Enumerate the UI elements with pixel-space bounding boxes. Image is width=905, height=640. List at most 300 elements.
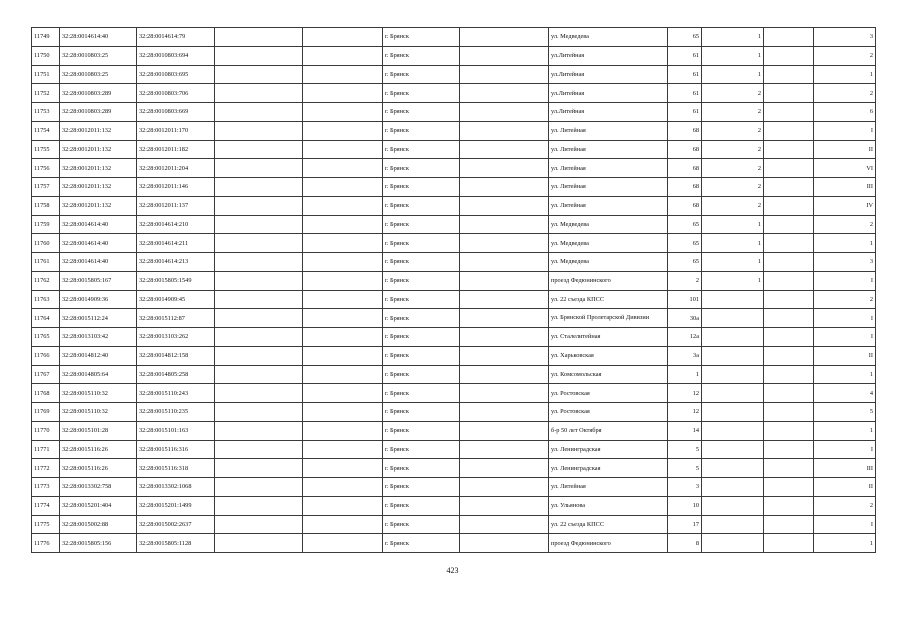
record-number-cell: 11776 (32, 534, 60, 553)
record-number-cell: 11755 (32, 140, 60, 159)
record-number-cell: 11751 (32, 65, 60, 84)
floor-cell: 2 (702, 196, 764, 215)
city-cell: г. Брянск (383, 234, 460, 253)
empty-cell (215, 478, 303, 497)
empty-cell (460, 440, 549, 459)
empty-cell (460, 403, 549, 422)
object-cadastral-number-cell: 32:28:0014909:45 (137, 290, 215, 309)
record-number-cell: 11762 (32, 271, 60, 290)
land-cadastral-number-cell: 32:28:0015110:32 (60, 403, 137, 422)
record-number-cell: 11764 (32, 309, 60, 328)
floor-cell (702, 365, 764, 384)
empty-cell (460, 121, 549, 140)
empty-cell (303, 496, 383, 515)
empty-cell (764, 46, 814, 65)
land-cadastral-number-cell: 32:28:0014614:40 (60, 234, 137, 253)
street-cell: ул. Медведева (549, 253, 668, 272)
street-cell: ул. Медведева (549, 234, 668, 253)
house-number-cell: 68 (668, 196, 702, 215)
record-number-cell: 11759 (32, 215, 60, 234)
table-row (32, 121, 876, 140)
street-cell: ул. Брянской Пролетарской Дивизии (549, 309, 668, 328)
empty-cell (215, 215, 303, 234)
floor-cell: 1 (702, 271, 764, 290)
premises-number-cell: 3 (814, 28, 876, 47)
city-cell: г. Брянск (383, 478, 460, 497)
empty-cell (460, 46, 549, 65)
object-cadastral-number-cell: 32:28:0013103:262 (137, 328, 215, 347)
empty-cell (460, 309, 549, 328)
empty-cell (460, 196, 549, 215)
empty-cell (215, 440, 303, 459)
premises-number-cell: II (814, 140, 876, 159)
empty-cell (460, 328, 549, 347)
record-number-cell: 11760 (32, 234, 60, 253)
record-number-cell: 11752 (32, 84, 60, 103)
land-cadastral-number-cell: 32:28:0012011:132 (60, 196, 137, 215)
floor-cell (702, 440, 764, 459)
city-cell: г. Брянск (383, 459, 460, 478)
empty-cell (460, 103, 549, 122)
street-cell: ул. Литейная (549, 121, 668, 140)
empty-cell (764, 290, 814, 309)
street-cell: ул. 22 съезда КПСС (549, 515, 668, 534)
premises-number-cell: 1 (814, 534, 876, 553)
table-row (32, 534, 876, 553)
table-row (32, 159, 876, 178)
premises-number-cell: 1 (814, 365, 876, 384)
empty-cell (303, 103, 383, 122)
empty-cell (764, 196, 814, 215)
empty-cell (460, 346, 549, 365)
object-cadastral-number-cell: 32:28:0013302:1068 (137, 478, 215, 497)
empty-cell (460, 84, 549, 103)
street-cell: ул. Ульянова (549, 496, 668, 515)
street-cell: ул.Литейная (549, 65, 668, 84)
premises-number-cell: I (814, 271, 876, 290)
empty-cell (303, 215, 383, 234)
premises-number-cell: II (814, 346, 876, 365)
object-cadastral-number-cell: 32:28:0014812:158 (137, 346, 215, 365)
record-number-cell: 11771 (32, 440, 60, 459)
object-cadastral-number-cell: 32:28:0012011:170 (137, 121, 215, 140)
street-cell: ул. Ростовская (549, 384, 668, 403)
premises-number-cell: VI (814, 159, 876, 178)
street-cell: ул.Литейная (549, 84, 668, 103)
street-cell: проезд Федюнинского (549, 534, 668, 553)
house-number-cell: 61 (668, 46, 702, 65)
table-row (32, 234, 876, 253)
house-number-cell: 10 (668, 496, 702, 515)
record-number-cell: 11763 (32, 290, 60, 309)
record-number-cell: 11749 (32, 28, 60, 47)
floor-cell: 2 (702, 159, 764, 178)
floor-cell (702, 459, 764, 478)
empty-cell (215, 271, 303, 290)
empty-cell (764, 140, 814, 159)
empty-cell (215, 140, 303, 159)
object-cadastral-number-cell: 32:28:0014614:211 (137, 234, 215, 253)
city-cell: г. Брянск (383, 121, 460, 140)
street-cell: проезд Федюнинского (549, 271, 668, 290)
city-cell: г. Брянск (383, 46, 460, 65)
object-cadastral-number-cell: 32:28:0015116:316 (137, 440, 215, 459)
floor-cell (702, 496, 764, 515)
house-number-cell: 17 (668, 515, 702, 534)
floor-cell: 1 (702, 46, 764, 65)
empty-cell (303, 309, 383, 328)
house-number-cell: 3 (668, 478, 702, 497)
land-cadastral-number-cell: 32:28:0015110:32 (60, 384, 137, 403)
object-cadastral-number-cell: 32:28:0015112:87 (137, 309, 215, 328)
table-row (32, 46, 876, 65)
empty-cell (303, 534, 383, 553)
object-cadastral-number-cell: 32:28:0015002:2637 (137, 515, 215, 534)
city-cell: г. Брянск (383, 346, 460, 365)
record-number-cell: 11767 (32, 365, 60, 384)
land-cadastral-number-cell: 32:28:0010803:289 (60, 84, 137, 103)
empty-cell (215, 346, 303, 365)
floor-cell: 1 (702, 28, 764, 47)
house-number-cell: 68 (668, 159, 702, 178)
empty-cell (303, 384, 383, 403)
empty-cell (460, 421, 549, 440)
object-cadastral-number-cell: 32:28:0012011:146 (137, 178, 215, 197)
empty-cell (303, 253, 383, 272)
premises-number-cell: 2 (814, 215, 876, 234)
house-number-cell: 5 (668, 440, 702, 459)
object-cadastral-number-cell: 32:28:0014614:79 (137, 28, 215, 47)
house-number-cell: 65 (668, 234, 702, 253)
empty-cell (764, 121, 814, 140)
empty-cell (303, 403, 383, 422)
empty-cell (303, 28, 383, 47)
floor-cell: 1 (702, 234, 764, 253)
empty-cell (764, 215, 814, 234)
street-cell: ул. 22 съезда КПСС (549, 290, 668, 309)
city-cell: г. Брянск (383, 65, 460, 84)
empty-cell (215, 309, 303, 328)
house-number-cell: 8 (668, 534, 702, 553)
empty-cell (460, 271, 549, 290)
empty-cell (215, 234, 303, 253)
premises-number-cell: 2 (814, 290, 876, 309)
object-cadastral-number-cell: 32:28:0014805:258 (137, 365, 215, 384)
table-row (32, 103, 876, 122)
table-row (32, 28, 876, 47)
record-number-cell: 11770 (32, 421, 60, 440)
city-cell: г. Брянск (383, 421, 460, 440)
land-cadastral-number-cell: 32:28:0014909:36 (60, 290, 137, 309)
record-number-cell: 11756 (32, 159, 60, 178)
land-cadastral-number-cell: 32:28:0014614:40 (60, 28, 137, 47)
city-cell: г. Брянск (383, 28, 460, 47)
table-row (32, 196, 876, 215)
floor-cell (702, 403, 764, 422)
registry-table (31, 27, 876, 553)
empty-cell (460, 534, 549, 553)
premises-number-cell: III (814, 178, 876, 197)
land-cadastral-number-cell: 32:28:0014805:64 (60, 365, 137, 384)
house-number-cell: 68 (668, 178, 702, 197)
premises-number-cell: 2 (814, 496, 876, 515)
empty-cell (764, 103, 814, 122)
land-cadastral-number-cell: 32:28:0015101:28 (60, 421, 137, 440)
floor-cell (702, 515, 764, 534)
floor-cell: 2 (702, 140, 764, 159)
city-cell: г. Брянск (383, 159, 460, 178)
empty-cell (460, 65, 549, 84)
empty-cell (303, 515, 383, 534)
empty-cell (764, 159, 814, 178)
registry-table-body (32, 28, 876, 553)
object-cadastral-number-cell: 32:28:0015116:318 (137, 459, 215, 478)
empty-cell (764, 365, 814, 384)
premises-number-cell: I (814, 309, 876, 328)
house-number-cell: 12а (668, 328, 702, 347)
floor-cell (702, 384, 764, 403)
street-cell: ул. Комсомольская (549, 365, 668, 384)
empty-cell (303, 196, 383, 215)
empty-cell (215, 253, 303, 272)
empty-cell (764, 346, 814, 365)
floor-cell (702, 534, 764, 553)
table-row (32, 140, 876, 159)
record-number-cell: 11769 (32, 403, 60, 422)
street-cell: ул. Литейная (549, 196, 668, 215)
land-cadastral-number-cell: 32:28:0015805:167 (60, 271, 137, 290)
premises-number-cell: 1 (814, 65, 876, 84)
record-number-cell: 11757 (32, 178, 60, 197)
land-cadastral-number-cell: 32:28:0015002:88 (60, 515, 137, 534)
premises-number-cell: 5 (814, 403, 876, 422)
empty-cell (303, 84, 383, 103)
record-number-cell: 11750 (32, 46, 60, 65)
floor-cell: 2 (702, 121, 764, 140)
land-cadastral-number-cell: 32:28:0013103:42 (60, 328, 137, 347)
city-cell: г. Брянск (383, 215, 460, 234)
empty-cell (215, 534, 303, 553)
house-number-cell: 1 (668, 365, 702, 384)
empty-cell (460, 478, 549, 497)
floor-cell (702, 421, 764, 440)
table-row (32, 84, 876, 103)
street-cell: ул.Литейная (549, 103, 668, 122)
premises-number-cell: I (814, 121, 876, 140)
house-number-cell: 61 (668, 103, 702, 122)
empty-cell (215, 403, 303, 422)
house-number-cell: 14 (668, 421, 702, 440)
street-cell: ул. Медведева (549, 215, 668, 234)
empty-cell (303, 234, 383, 253)
empty-cell (764, 65, 814, 84)
record-number-cell: 11775 (32, 515, 60, 534)
city-cell: г. Брянск (383, 328, 460, 347)
record-number-cell: 11754 (32, 121, 60, 140)
empty-cell (764, 440, 814, 459)
record-number-cell: 11766 (32, 346, 60, 365)
empty-cell (764, 309, 814, 328)
city-cell: г. Брянск (383, 271, 460, 290)
city-cell: г. Брянск (383, 84, 460, 103)
table-row (32, 365, 876, 384)
street-cell: ул. Медведева (549, 28, 668, 47)
table-row (32, 65, 876, 84)
floor-cell: 2 (702, 84, 764, 103)
premises-number-cell: I (814, 515, 876, 534)
house-number-cell: 65 (668, 215, 702, 234)
street-cell: ул. Сталелитейная (549, 328, 668, 347)
floor-cell: 2 (702, 178, 764, 197)
house-number-cell: 5 (668, 459, 702, 478)
table-row (32, 403, 876, 422)
land-cadastral-number-cell: 32:28:0014614:40 (60, 253, 137, 272)
city-cell: г. Брянск (383, 140, 460, 159)
empty-cell (215, 178, 303, 197)
empty-cell (303, 46, 383, 65)
premises-number-cell: 2 (814, 46, 876, 65)
premises-number-cell: 1 (814, 421, 876, 440)
empty-cell (215, 421, 303, 440)
city-cell: г. Брянск (383, 253, 460, 272)
land-cadastral-number-cell: 32:28:0012011:132 (60, 159, 137, 178)
premises-number-cell: 6 (814, 103, 876, 122)
land-cadastral-number-cell: 32:28:0014614:40 (60, 215, 137, 234)
empty-cell (215, 84, 303, 103)
street-cell: ул. Литейная (549, 178, 668, 197)
empty-cell (764, 534, 814, 553)
land-cadastral-number-cell: 32:28:0010803:25 (60, 65, 137, 84)
object-cadastral-number-cell: 32:28:0014614:213 (137, 253, 215, 272)
premises-number-cell: I (814, 440, 876, 459)
empty-cell (215, 459, 303, 478)
empty-cell (764, 421, 814, 440)
empty-cell (460, 215, 549, 234)
land-cadastral-number-cell: 32:28:0012011:132 (60, 121, 137, 140)
table-row (32, 515, 876, 534)
empty-cell (764, 271, 814, 290)
city-cell: г. Брянск (383, 515, 460, 534)
empty-cell (215, 515, 303, 534)
table-row (32, 271, 876, 290)
premises-number-cell: 1 (814, 234, 876, 253)
street-cell: ул. Ленинградская (549, 459, 668, 478)
empty-cell (764, 384, 814, 403)
empty-cell (764, 328, 814, 347)
object-cadastral-number-cell: 32:28:0010803:706 (137, 84, 215, 103)
empty-cell (215, 103, 303, 122)
empty-cell (215, 65, 303, 84)
table-row (32, 459, 876, 478)
house-number-cell: 68 (668, 140, 702, 159)
street-cell: ул. Ростовская (549, 403, 668, 422)
empty-cell (303, 271, 383, 290)
city-cell: г. Брянск (383, 440, 460, 459)
empty-cell (460, 178, 549, 197)
object-cadastral-number-cell: 32:28:0015110:243 (137, 384, 215, 403)
land-cadastral-number-cell: 32:28:0015116:26 (60, 459, 137, 478)
empty-cell (764, 84, 814, 103)
empty-cell (764, 403, 814, 422)
city-cell: г. Брянск (383, 365, 460, 384)
street-cell: ул. Харьковская (549, 346, 668, 365)
empty-cell (303, 159, 383, 178)
object-cadastral-number-cell: 32:28:0012011:182 (137, 140, 215, 159)
city-cell: г. Брянск (383, 196, 460, 215)
city-cell: г. Брянск (383, 290, 460, 309)
house-number-cell: 12 (668, 384, 702, 403)
street-cell: ул. Литейная (549, 140, 668, 159)
land-cadastral-number-cell: 32:28:0012011:132 (60, 178, 137, 197)
table-row (32, 178, 876, 197)
street-cell: ул. Ленинградская (549, 440, 668, 459)
empty-cell (764, 478, 814, 497)
table-row (32, 496, 876, 515)
record-number-cell: 11761 (32, 253, 60, 272)
land-cadastral-number-cell: 32:28:0015805:156 (60, 534, 137, 553)
table-row (32, 440, 876, 459)
empty-cell (460, 365, 549, 384)
empty-cell (215, 290, 303, 309)
table-row (32, 421, 876, 440)
empty-cell (303, 140, 383, 159)
table-row (32, 346, 876, 365)
empty-cell (303, 459, 383, 478)
floor-cell: 1 (702, 65, 764, 84)
empty-cell (764, 234, 814, 253)
object-cadastral-number-cell: 32:28:0014614:210 (137, 215, 215, 234)
empty-cell (303, 421, 383, 440)
floor-cell (702, 478, 764, 497)
city-cell: г. Брянск (383, 403, 460, 422)
land-cadastral-number-cell: 32:28:0015116:26 (60, 440, 137, 459)
floor-cell (702, 328, 764, 347)
floor-cell: 1 (702, 253, 764, 272)
house-number-cell: 2 (668, 271, 702, 290)
object-cadastral-number-cell: 32:28:0010803:694 (137, 46, 215, 65)
object-cadastral-number-cell: 32:28:0015110:235 (137, 403, 215, 422)
land-cadastral-number-cell: 32:28:0015201:404 (60, 496, 137, 515)
empty-cell (460, 253, 549, 272)
empty-cell (215, 328, 303, 347)
object-cadastral-number-cell: 32:28:0012011:204 (137, 159, 215, 178)
empty-cell (303, 290, 383, 309)
empty-cell (215, 384, 303, 403)
empty-cell (460, 290, 549, 309)
street-cell: ул.Литейная (549, 46, 668, 65)
object-cadastral-number-cell: 32:28:0010803:695 (137, 65, 215, 84)
record-number-cell: 11758 (32, 196, 60, 215)
house-number-cell: 61 (668, 65, 702, 84)
floor-cell: 1 (702, 215, 764, 234)
city-cell: г. Брянск (383, 496, 460, 515)
floor-cell: 2 (702, 103, 764, 122)
empty-cell (764, 459, 814, 478)
house-number-cell: 12 (668, 403, 702, 422)
table-row (32, 215, 876, 234)
street-cell: ул. Литейная (549, 478, 668, 497)
city-cell: г. Брянск (383, 534, 460, 553)
empty-cell (764, 496, 814, 515)
premises-number-cell: II (814, 478, 876, 497)
street-cell: б-р 50 лет Октября (549, 421, 668, 440)
empty-cell (303, 346, 383, 365)
city-cell: г. Брянск (383, 103, 460, 122)
house-number-cell: 3а (668, 346, 702, 365)
record-number-cell: 11774 (32, 496, 60, 515)
empty-cell (215, 196, 303, 215)
floor-cell (702, 290, 764, 309)
